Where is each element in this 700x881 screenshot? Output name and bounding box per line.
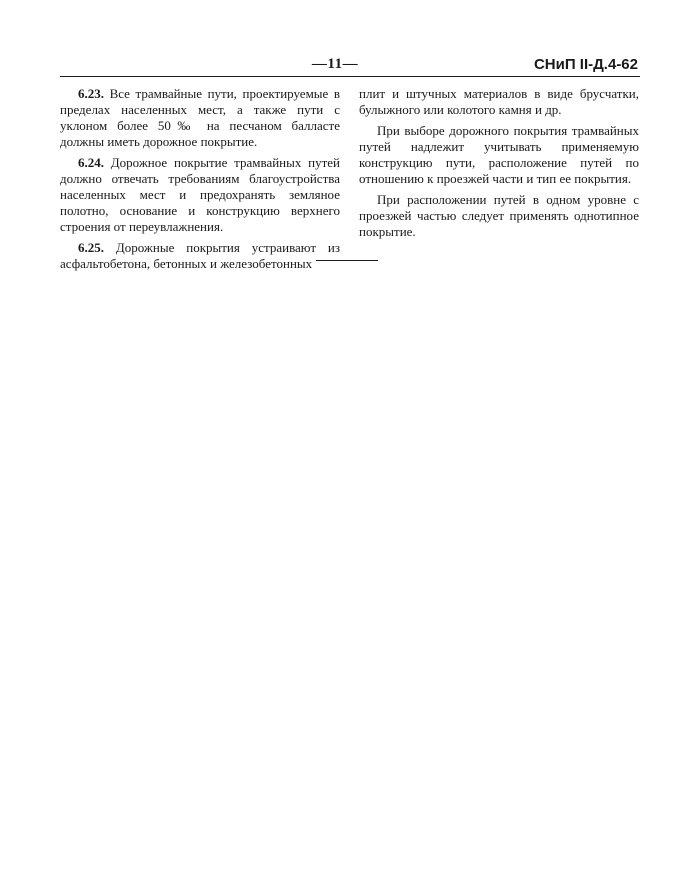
clause-number: 6.23. bbox=[78, 86, 104, 101]
clause-number: 6.24. bbox=[78, 155, 104, 170]
header-rule bbox=[60, 76, 640, 77]
paragraph-coating-choice: При выборе дорожного покрытия трамвайных путей надлежит учитывать применяемую конструкцию пути, расположение путей по отношению к проезжей части и тип ее покрытия. bbox=[359, 123, 639, 186]
clause-text: Дорожное покрытие трамвайных путей должно отвечать требованиям благоустройства населенных мест и предохранять земляное полотно, основание и конструкцию верхнего строения от переувлажнения. bbox=[60, 155, 341, 234]
clause-6-23 bbox=[60, 86, 340, 150]
clause-text: Дорожные покрытия устраивают из асфальтобетона, бетонных и железобетонных bbox=[60, 240, 340, 271]
clause-number: 6.25. bbox=[78, 240, 104, 255]
section-end-rule bbox=[316, 260, 378, 261]
right-column bbox=[359, 86, 639, 240]
left-column bbox=[60, 86, 340, 272]
clause-text: Все трамвайные пути, проектируемые в пределах населенных мест, а также пути с уклоном более 50‰ на песчаном балласте должны иметь дорожное покрытие. bbox=[60, 86, 341, 149]
clause-6-24 bbox=[60, 155, 340, 235]
document-code: СНиП II-Д.4-62 bbox=[533, 56, 638, 73]
page-number: —11— bbox=[311, 56, 359, 72]
clause-6-25 bbox=[60, 240, 340, 272]
clause-6-25-continued: плит и штучных материалов в виде брусчатки, булыжного или колотого камня и др. bbox=[359, 86, 639, 117]
paragraph-same-level: При расположении путей в одном уровне с проезжей частью следует применять однотипное покрытие. bbox=[359, 192, 639, 239]
